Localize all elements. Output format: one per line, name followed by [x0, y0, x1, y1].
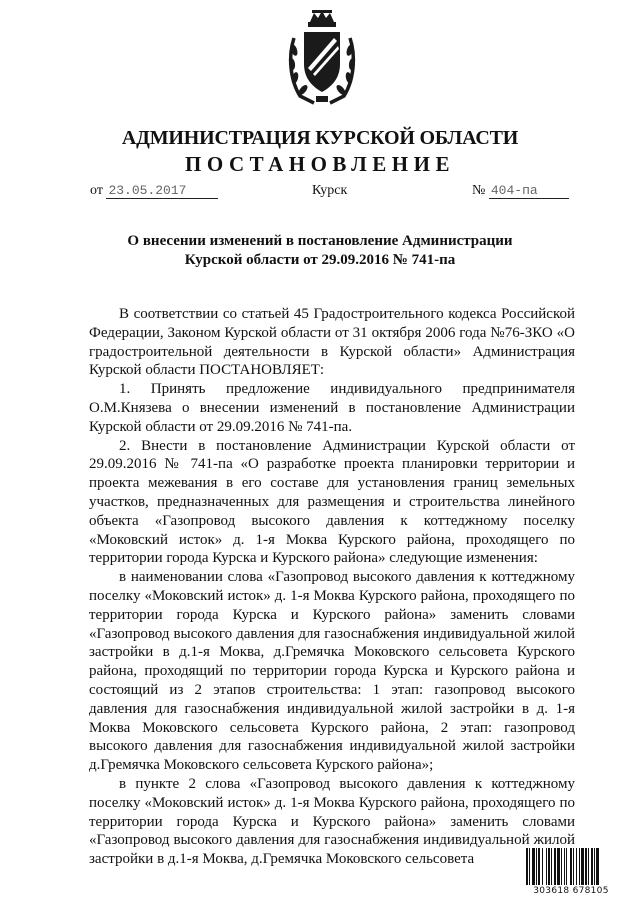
- document-number: [472, 183, 569, 199]
- coat-of-arms-icon: [286, 8, 358, 108]
- document-city: Курск: [312, 183, 348, 198]
- barcode-icon: [526, 848, 618, 885]
- agency-name: АДМИНИСТРАЦИЯ КУРСКОЙ ОБЛАСТИ: [121, 127, 519, 149]
- date-value: 23.05.2017: [106, 184, 218, 199]
- body-paragraph: 2. Внести в постановление Администрации Курской области от 29.09.2016 № 741-па «О разработке проекта планировки территории и проекта межевания в его составе для установления границ земельных участков, предназначенных для размещения и строительства линейного объекта «Газопровод высокого давления к коттеджному поселку «Моковский исток» д. 1-я Моква Курского района, проходящего по территории города Курска и Курского района» следующие изменения:: [89, 437, 575, 567]
- document-date: [90, 183, 218, 199]
- number-prefix: №: [472, 183, 486, 198]
- subject-line: Курской области от 29.09.2016 № 741-па: [184, 252, 456, 268]
- subject-line: О внесении изменений в постановление Администрации: [127, 233, 513, 249]
- body-paragraph: в пункте 2 слова «Газопровод высокого давления к коттеджному поселку «Моковский исток» д. 1-я Моква Курского района, проходящего по территории города Курска и Курского района» заменить словами «Газопровод высокого давления для газоснабжения индивидуальной жилой застройки в д.1-я Моква, д.Гремячка Моковского сельсовета: [89, 775, 575, 868]
- document-barcode: [522, 848, 620, 898]
- body-paragraph: В соответствии со статьей 45 Градостроительного кодекса Российской Федерации, Законом Курской области от 31 октября 2006 года №76-ЗКО «О градостроительной деятельности в Курской области» Администрация Курской области ПОСТАНОВЛЯЕТ:: [89, 306, 575, 379]
- number-value: 404-па: [489, 184, 569, 199]
- document-subject: [0, 232, 640, 270]
- document-body: [89, 305, 575, 869]
- document-type: ПОСТАНОВЛЕНИЕ: [185, 152, 455, 176]
- date-prefix: от: [90, 183, 103, 198]
- barcode-number: 303618 678105: [533, 886, 609, 896]
- body-paragraph: в наименовании слова «Газопровод высокого давления к коттеджному поселку «Моковский исток» д. 1-я Моква Курского района, проходящего по территории города Курска и Курского района» заменить словами «Газопровод высокого давления для газоснабжения индивидуальной жилой застройки в д.1-я Моква, д.Гремячка Моковского сельсовета Курского района, проходящий по территории города Курска и Курского района и состоящий из 2 этапов строительства: 1 этап: газопровод высокого давления для газоснабжения индивидуальной жилой застройки в д. 1-я Моква Моковского сельсовета Курского района, 2 этап: газопровод высокого давления для газоснабжения индивидуальной жилой застройки д.Гремячка Моковского сельсовета Курского района»;: [89, 569, 575, 774]
- body-paragraph: 1. Принять предложение индивидуального предпринимателя О.М.Князева о внесении изменений в постановление Администрации Курской области от 29.09.2016 № 741-па.: [89, 381, 575, 435]
